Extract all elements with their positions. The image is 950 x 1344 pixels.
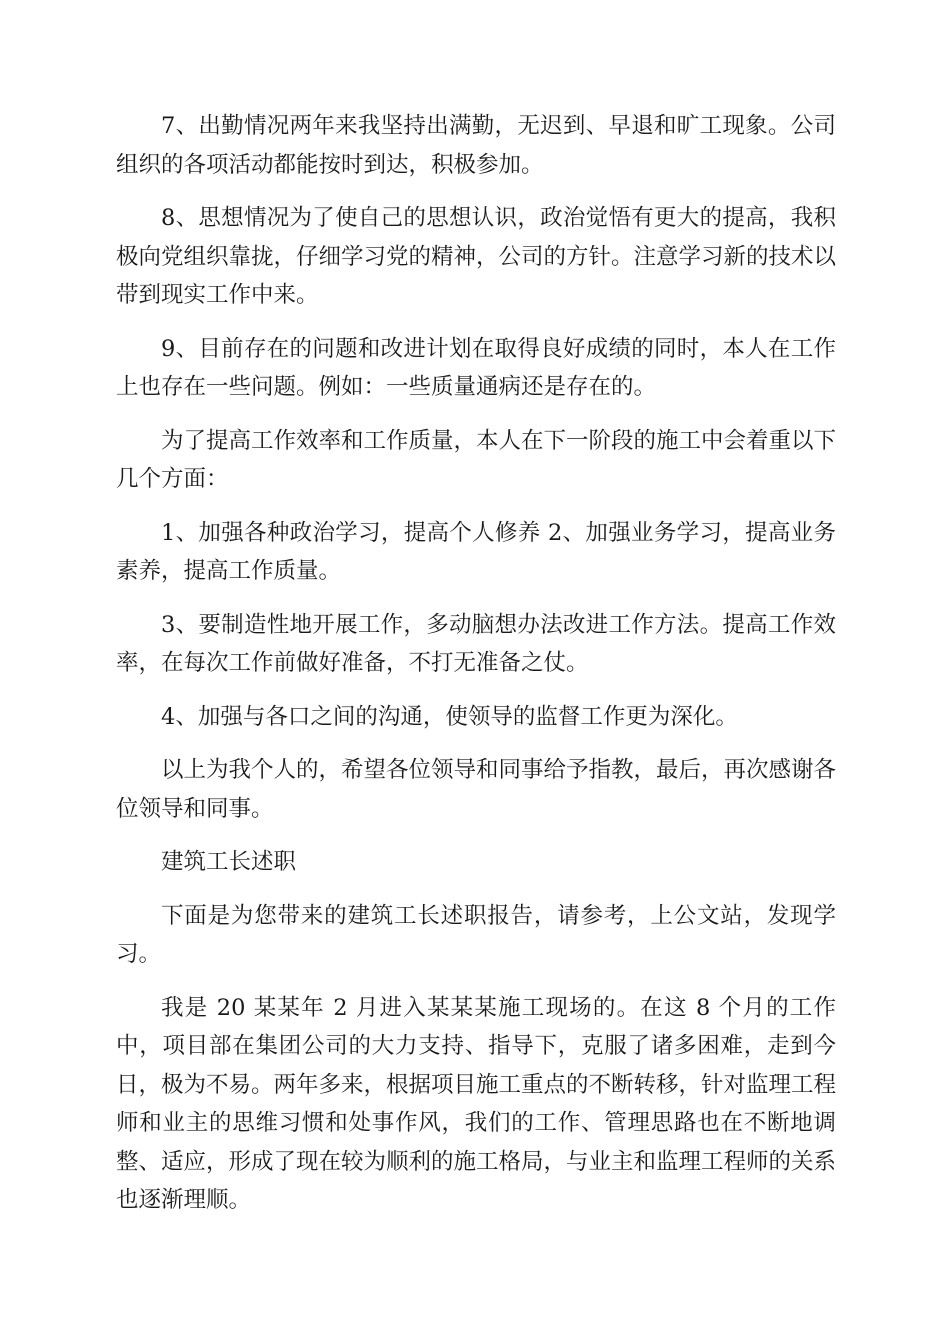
paragraph-ideology: 8、思想情况为了使自己的思想认识，政治觉悟有更大的提高，我积极向党组织靠拢，仔细学习党的精神，公司的方针。注意学习新的技术以带到现实工作中来。 (116, 205, 837, 308)
paragraph-problems: 9、目前存在的问题和改进计划在取得良好成绩的同时，本人在工作上也存在一些问题。例如：一些质量通病还是存在的。 (116, 335, 836, 400)
paragraph-improvement-intro: 为了提高工作效率和工作质量，本人在下一阶段的施工中会着重以下几个方面： (116, 427, 837, 492)
document-body (116, 107, 836, 1235)
paragraph-communication: 4、加强与各口之间的沟通，使领导的监督工作更为深化。 (161, 703, 738, 730)
paragraph-report-body: 我是 20 某某年 2 月进入某某某施工现场的。在这 8 个月的工作中，项目部在集团公司的大力支持、指导下，克服了诸多困难，走到今日，极为不易。两年多来，根据项目施工重点的不断转移，针对监理工程师和业主的思维习惯和处事作风，我们的工作、管理思路也在不断地调整、适应，形成了现在较为顺利的施工格局，与业主和监理工程师的关系也逐渐理顺。 (116, 994, 837, 1213)
paragraph-creative-work: 3、要制造性地开展工作，多动脑想办法改进工作方法。提高工作效率，在每次工作前做好准备，不打无准备之仗。 (116, 611, 836, 676)
paragraph-attendance: 7、出勤情况两年来我坚持出满勤，无迟到、早退和旷工现象。公司组织的各项活动都能按时到达，积极参加。 (116, 113, 836, 178)
section-heading: 建筑工长述职 (161, 849, 297, 875)
paragraph-closing: 以上为我个人的，希望各位领导和同事给予指教，最后，再次感谢各位领导和同事。 (116, 757, 837, 822)
paragraph-study: 1、加强各种政治学习，提高个人修养 2、加强业务学习，提高业务素养，提高工作质量。 (116, 519, 836, 584)
paragraph-report-intro: 下面是为您带来的建筑工长述职报告，请参考，上公文站，发现学习。 (116, 902, 836, 967)
